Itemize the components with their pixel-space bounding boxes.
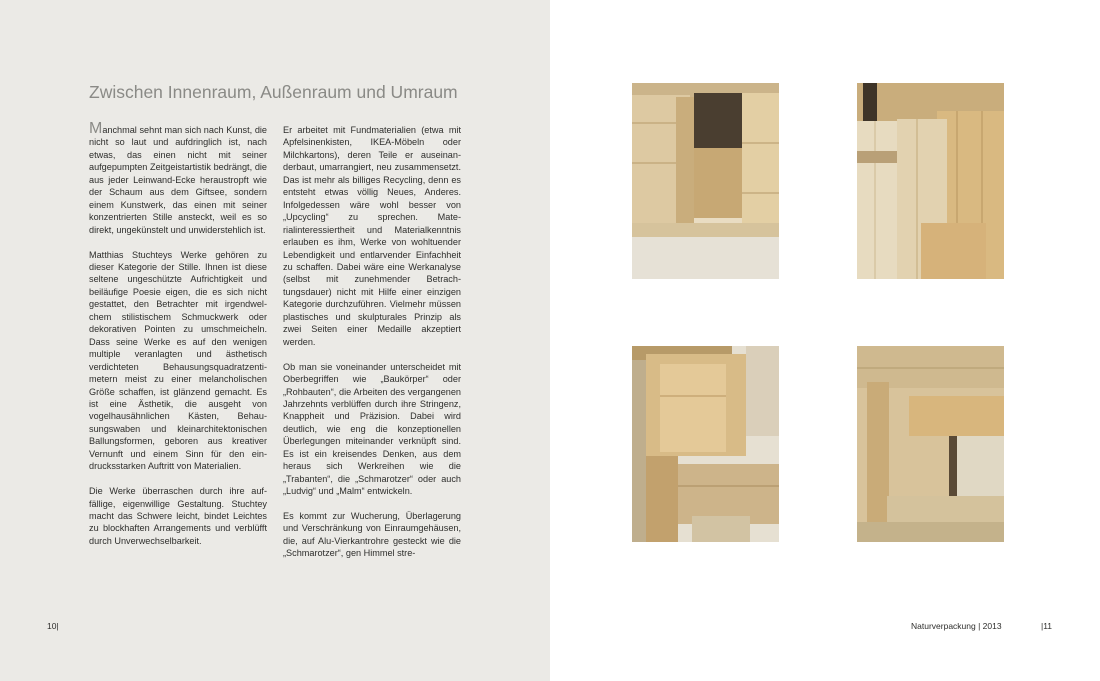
paragraph [89,120,267,236]
paragraph: Es kommt zur Wucherung, Überlagerung und Verschränkung von Einraumgehäusen, die, auf Alu-Vierkantrohre gesteckt wie die „Schmarotzer“, gen Himmel stre- [283,511,461,559]
running-footer: Naturverpackung | 2013 [911,621,1002,631]
wooden-box-photo [632,83,779,279]
drop-cap: M [89,120,103,137]
wooden-crate-photo [857,83,1004,279]
text-column-2 [283,124,461,572]
paragraph: Ob man sie voneinander unterscheidet mit Oberbegriffen wie „Baukörper“ oder „Rohbauten“, die Arbeiten des vergangenen Jahrzehnts verblüffen durch ihre Stringenz, Knappheit und Präzision. Dabei wird deutlich, wie eng die konzeptionellen Überlegungen miteinander verknüpft sind. Es ist ein kreisendes Denken, aus dem heraus sich Werkreihen wie die „Trabanten“, die „Schmarotzer“ oder auch „Ludvig“ und „Malm“ entwickeln. [283,361,461,497]
paragraph: Die Werke überraschen durch ihre auffällige, eigenwillige Gestaltung. Stuchtey macht das Schwere leicht, bindet Leichtes zu blockhaften Arrangements und verblüfft durch Unverwechselbarkeit. [89,486,267,546]
right-page [550,0,1100,681]
page-number-right: |11 [1041,621,1053,631]
wooden-frame-photo [857,346,1004,542]
paragraph: Er arbeitet mit Fundmaterialien (etwa mit Apfelsinenkisten, IKEA-Möbeln oder Milchkartons), deren Teile er auseinanderbaut, umarrangiert, neu zusammensetzt. Das ist mehr als billiges Recycling, denn es entsteht etwas völlig Neues, Anderes. Infolgedessen wäre wohl besser von „Upcycling“ zu sprechen. Materialinteressiertheit und Materialkenntnis erlauben es ihm, Werke von wohltuender Lebendigkeit und entlarvender Einfachheit zu schaffen. Dabei wäre eine Werkanalyse (selbst mit zunehmender Betrachtungsdauer) nicht mit Hilfe einer einzigen Kategorie durchzuführen. Vielmehr müssen plastisches und skulpturales Prinzip als zwei Seiten einer Medaille akzeptiert werden. [283,125,461,347]
wooden-boxes-photo [632,346,779,542]
text-column-1 [89,120,267,560]
paragraph-text: anchmal sehnt man sich nach Kunst, die nicht so laut und aufdringlich ist, nach etwas, das einen nicht mit seiner aufgepumpten Zeitgeistartistik bedrängt, die aus jeder Leinwand-Ecke heraustropft wie der Schaum aus dem Giftsee, sondern einem Kunstwerk, das einen mit seiner konzentrierten Stille ansteckt, weil es so direkt, ungekünstelt und unwiderstehlich ist. [89,125,267,235]
page-title: Zwischen Innenraum, Außenraum und Umraum [89,82,458,102]
page-number-left: 10| [47,621,59,631]
paragraph: Matthias Stuchteys Werke gehören zu dieser Kategorie der Stille. Ihnen ist diese seltene ungeschützte Aufrichtigkeit und beiläufige Poesie eigen, die es sich nicht gestattet, den Betrachter mit irgendwelchem stilistischem Schmuckwerk oder dekorativen Pointen zu umschmeicheln. Dass seine Werke es auf den wenigen multiple veranlagten und ästhetisch verdichteten Behausungsquadratzentimetern meist zu einer melancholischen Größe schaffen, ist glänzend gemacht. Es ist eine Ästhetik, die ausgeht von vogelhausähnlichen Kästen, Behausungswaben und kleinarchitektonischen Ballungsformen, geboren aus kreativer Vernunft und einem Sinn für den eindrucksstarken Auftritt von Materialien. [89,249,267,472]
